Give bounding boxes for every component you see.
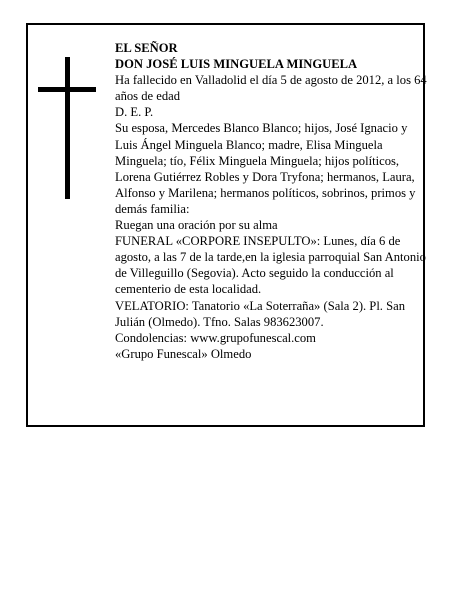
prayer-request: Ruegan una oración por su alma — [115, 218, 278, 233]
wake-details: VELATORIO: Tanatorio «La Soterraña» (Sala 2). Pl. San Julián (Olmedo). Tfno. Salas 983623007. — [115, 298, 405, 329]
death-info: Ha fallecido en Valladolid el día 5 de agosto de 2012, a los 64 años de edad — [115, 73, 427, 104]
cross-icon — [38, 57, 96, 199]
condolences-info: Condolencias: www.grupofunescal.com — [115, 330, 316, 345]
notice-text — [115, 40, 427, 362]
family-list: Su esposa, Mercedes Blanco Blanco; hijos, José Ignacio y Luis Ángel Minguela Blanco; madre, Elisa Minguela Minguela; tío, Félix Minguela Minguela; hijos políticos, Lorena Gutiérrez Robles y Dora Tryfona; hermanos, Laura, Alfonso y Marilena; hermanos políticos, sobrinos, primos y demás familia: — [115, 121, 416, 216]
dep-text: D. E. P. — [115, 105, 154, 120]
cross-vertical-bar — [65, 57, 70, 199]
obituary-notice — [26, 23, 425, 427]
funeral-details: FUNERAL «CORPORE INSEPULTO»: Lunes, día 6 de agosto, a las 7 de la tarde,en la iglesia parroquial San Antonio de Villeguillo (Segovia). Acto seguido la conducción al cementerio de esta localidad. — [115, 234, 426, 297]
funeral-agency: «Grupo Funescal» Olmedo — [115, 346, 252, 361]
cross-horizontal-bar — [38, 87, 96, 92]
notice-heading: EL SEÑOR — [115, 41, 178, 55]
deceased-name: DON JOSÉ LUIS MINGUELA MINGUELA — [115, 57, 358, 72]
